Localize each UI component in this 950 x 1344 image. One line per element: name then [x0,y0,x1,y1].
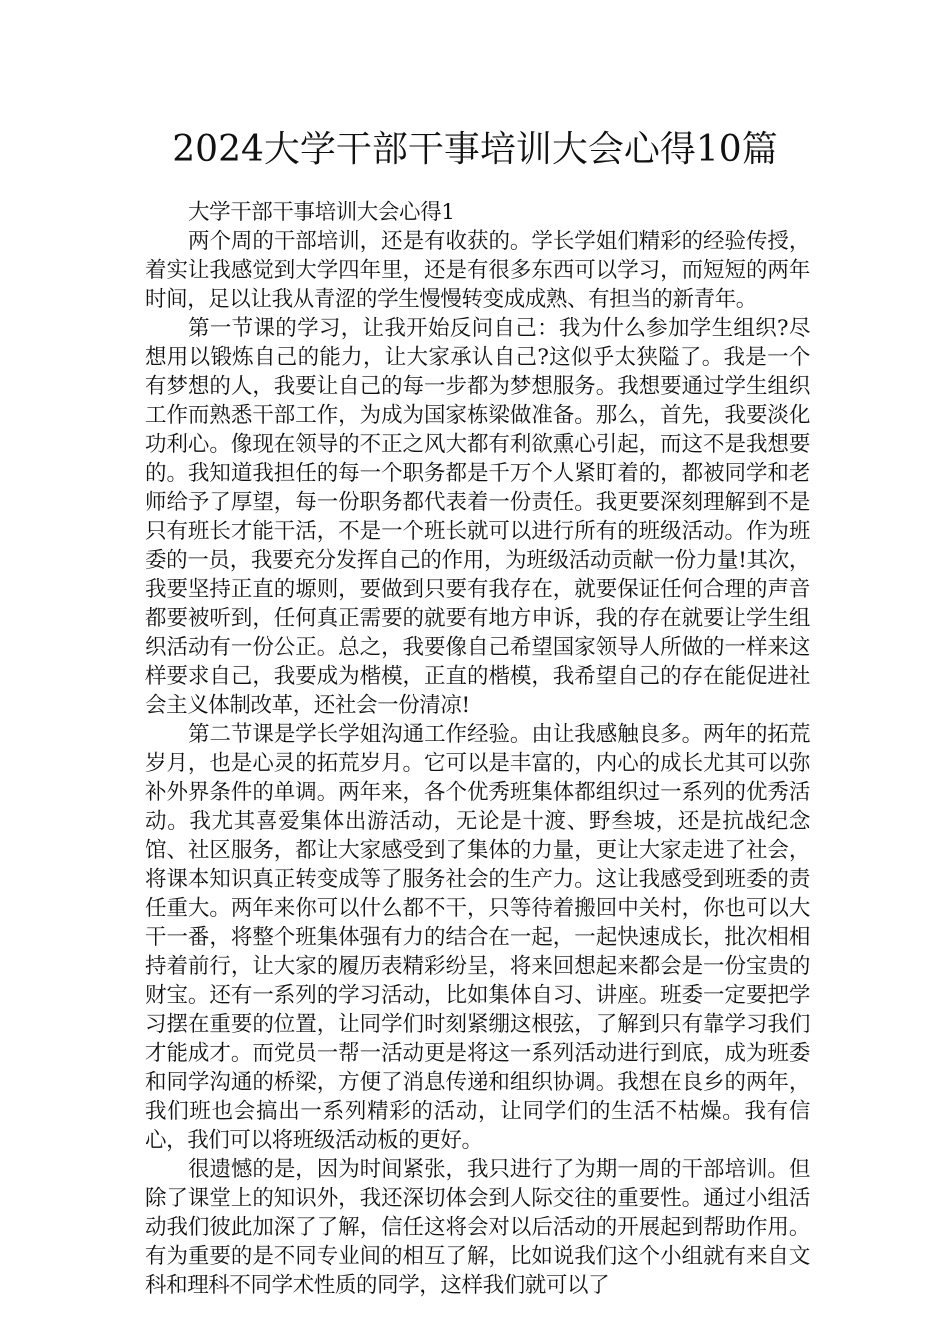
document-body [145,198,810,1300]
section-heading: 大学干部干事培训大会心得1 [188,200,455,225]
paragraph-2: 第一节课的学习，让我开始反问自己：我为什么参加学生组织?尽想用以锻炼自己的能力，让大家承认自己?这似乎太狭隘了。我是一个有梦想的人，我要让自己的每一步都为梦想服务。我想要通过学生组织工作而熟悉干部工作，为成为国家栋梁做准备。那么，首先，我要淡化功利心。像现在领导的不正之风大都有利欲熏心引起，而这不是我想要的。我知道我担任的每一个职务都是千万个人紧盯着的，都被同学和老师给予了厚望，每一份职务都代表着一份责任。我更要深刻理解到不是只有班长才能干活，不是一个班长就可以进行所有的班级活动。作为班委的一员，我要充分发挥自己的作用，为班级活动贡献一份力量!其次，我要坚持正直的塬则，要做到只要有我存在，就要保证任何合理的声音都要被听到，任何真正需要的就要有地方申诉，我的存在就要让学生组织活动有一份公正。总之，我要像自己希望国家领导人所做的一样来这样要求自己，我要成为楷模，正直的楷模，我希望自己的存在能促进社会主义体制改革，还社会一份清凉! [145,316,810,718]
paragraph-3: 第二节课是学长学姐沟通工作经验。由让我感触良多。两年的拓荒岁月，也是心灵的拓荒岁月。它可以是丰富的，内心的成长尤其可以弥补外界条件的单调。两年来，各个优秀班集体都组织过一系列的优秀活动。我尤其喜爱集体出游活动，无论是十渡、野叁坡，还是抗战纪念馆、社区服务，都让大家感受到了集体的力量，更让大家走进了社会，将课本知识真正转变成等了服务社会的生产力。这让我感受到班委的责任重大。两年来你可以什么都不干，只等待着搬回中关村，你也可以大干一番，将整个班集体强有力的结合在一起，一起快速成长，批次相相持着前行，让大家的履历表精彩纷呈，将来回想起来都会是一份宝贵的财宝。还有一系列的学习活动，比如集体自习、讲座。班委一定要把学习摆在重要的位置，让同学们时刻紧绷这根弦，了解到只有靠学习我们才能成才。而党员一帮一活动更是将这一系列活动进行到底，成为班委和同学沟通的桥梁，方便了消息传递和组织协调。我想在良乡的两年，我们班也会搞出一系列精彩的活动，让同学们的生活不枯燥。我有信心，我们可以将班级活动板的更好。 [145,722,810,1153]
document-title: 2024大学干部干事培训大会心得10篇 [172,129,778,170]
paragraph-1: 两个周的干部培训，还是有收获的。学长学姐们精彩的经验传授，着实让我感觉到大学四年里，还是有很多东西可以学习，而短短的两年时间，足以让我从青涩的学生慢慢转变成成熟、有担当的新青年。 [145,229,810,312]
paragraph-4: 很遗憾的是，因为时间紧张，我只进行了为期一周的干部培训。但除了课堂上的知识外，我还深切体会到人际交往的重要性。通过小组活动我们彼此加深了了解，信任这将会对以后活动的开展起到帮助作用。有为重要的是不同专业间的相互了解，比如说我们这个小组就有来自文科和理科不同学术性质的同学，这样我们就可以了 [145,1157,810,1298]
